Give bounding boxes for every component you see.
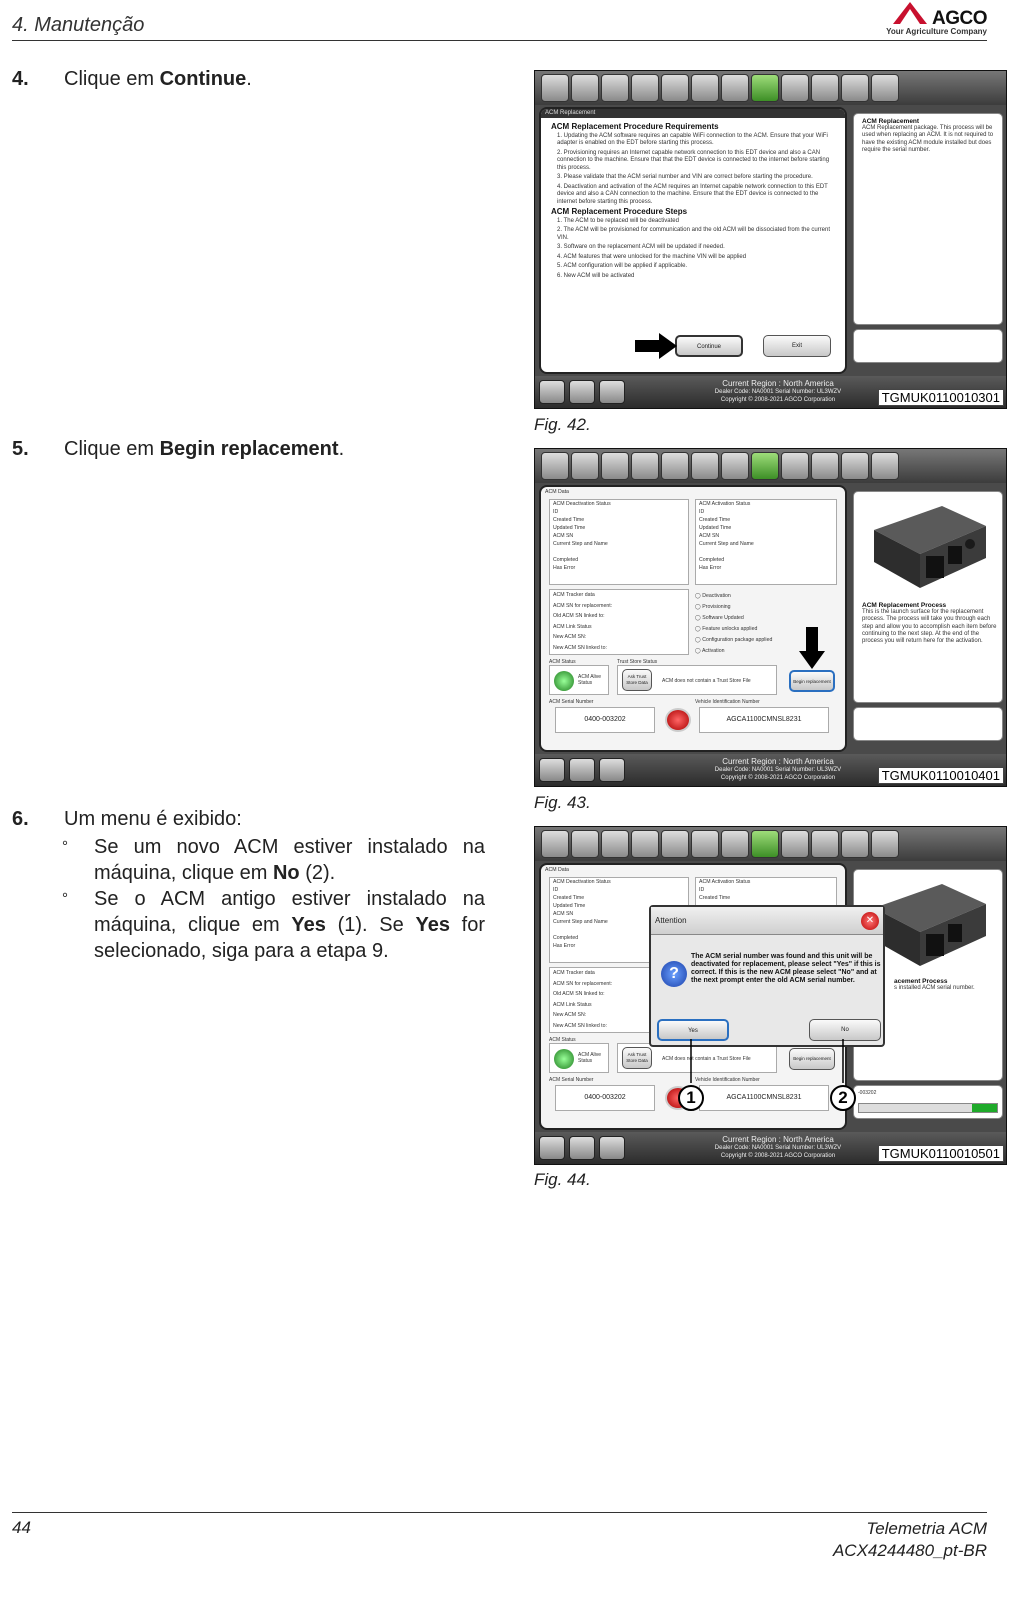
step-text-bold: Continue — [159, 68, 247, 90]
acm-device-image — [864, 500, 992, 592]
deactivation-row: ID — [553, 887, 559, 893]
progress-bullet-icon: ◯ — [695, 604, 701, 610]
trust-label: Trust Store Status — [617, 659, 658, 665]
ask-trust-button[interactable]: Ask Trust Store Data — [622, 669, 652, 691]
toolbar — [535, 71, 1006, 105]
trust-message: ACM does not contain a Trust Store File — [662, 678, 751, 684]
activation-row: ID — [699, 887, 705, 893]
no-button[interactable]: No — [809, 1019, 881, 1041]
progress-fill — [972, 1104, 997, 1112]
back-icon[interactable] — [601, 830, 629, 858]
alive-label: ACM Alive Status — [578, 674, 602, 686]
progress-label: Software Updated — [702, 615, 744, 621]
step-number: 6. — [12, 808, 29, 830]
forward-icon[interactable] — [631, 830, 659, 858]
side-body: This is the launch surface for the replacement process. The process will take you through each step and allow you to accomplish each item before continuing to the next step. At the end of the process you will return here for the activation. — [862, 609, 997, 645]
user-icon[interactable] — [661, 452, 689, 480]
alive-label: ACM Alive Status — [578, 1052, 602, 1064]
footer-right — [833, 1518, 987, 1562]
sub-text-d: for selecionado, siga para a etapa 9. — [94, 914, 485, 962]
deactivation-row: Updated Time — [553, 903, 586, 909]
continue-button[interactable]: Continue — [675, 335, 743, 357]
callout-lines — [685, 1037, 855, 1097]
warning-icon[interactable] — [841, 830, 869, 858]
vin-field[interactable]: AGCA1100CMNSL8231 — [699, 1085, 829, 1111]
download-icon[interactable] — [811, 830, 839, 858]
activation-title: ACM Activation Status — [699, 879, 751, 885]
vin-label: Vehicle Identification Number — [695, 1077, 760, 1083]
activation-row: Created Time — [699, 517, 731, 523]
step-text-suffix: . — [246, 68, 252, 90]
begin-replacement-button[interactable]: Begin replacement — [789, 1048, 835, 1070]
step-text-prefix: Clique em — [64, 438, 160, 460]
tracker-row: ACM Link Status — [553, 1001, 592, 1008]
doc-title: Telemetria ACM — [866, 1519, 987, 1538]
figure-caption: Fig. 42. — [534, 415, 591, 434]
figure-id: TGMUK0110010301 — [878, 389, 1004, 406]
tracker-row: ACM Link Status — [553, 623, 592, 630]
progress-bullet-icon: ◯ — [695, 615, 701, 621]
diagnostics-icon[interactable] — [691, 74, 719, 102]
acm-data-panel — [539, 485, 847, 752]
progress-bullet-icon: ◯ — [695, 648, 701, 654]
dealer-text: Dealer Code: NA0001 Serial Number: UL3WZV — [714, 1145, 842, 1151]
home-icon[interactable] — [541, 74, 569, 102]
progress-label: Provisioning — [702, 604, 731, 610]
activation-row: ACM SN — [699, 533, 720, 539]
help-icon[interactable] — [871, 452, 899, 480]
deactivation-row: Completed — [553, 557, 579, 563]
toolbar — [535, 449, 1006, 483]
step-text-prefix: Clique em — [64, 68, 160, 90]
dealer-text: Dealer Code: NA0001 Serial Number: UL3WZV — [714, 389, 842, 395]
flag-icon[interactable] — [569, 758, 595, 782]
tracker-row: New ACM SN: — [553, 1012, 587, 1018]
region-text: Current Region : North America — [722, 1135, 834, 1144]
procedure-step: 6. New ACM will be activated — [557, 272, 635, 279]
vin-label: Vehicle Identification Number — [695, 699, 760, 705]
acm-data-label: ACM Data — [545, 489, 569, 495]
deactivation-row: Has Error — [553, 565, 576, 571]
region-text: Current Region : North America — [722, 757, 834, 766]
step-text — [64, 66, 252, 92]
modules-icon[interactable] — [571, 452, 599, 480]
procedure-step: 1. The ACM to be replaced will be deactivated — [557, 217, 679, 224]
edit-icon[interactable] — [539, 380, 565, 404]
tractor-icon[interactable] — [721, 830, 749, 858]
deactivation-row: ID — [553, 509, 559, 515]
side-title: acement Process — [894, 978, 948, 985]
tractor-icon[interactable] — [721, 452, 749, 480]
tracker-row: Old ACM SN linked to: — [553, 613, 605, 619]
requirements — [541, 118, 845, 285]
edit-icon[interactable] — [539, 758, 565, 782]
sub-item-text — [94, 834, 485, 886]
activation-row: Current Step and Name — [699, 541, 754, 547]
begin-replacement-button[interactable]: Begin replacement — [789, 670, 835, 692]
alive-status-icon — [554, 671, 574, 691]
vin-field[interactable]: AGCA1100CMNSL8231 — [699, 707, 829, 733]
side-text — [862, 118, 998, 154]
exit-button[interactable]: Exit — [763, 335, 831, 357]
yes-button[interactable]: Yes — [657, 1019, 729, 1041]
callout-1: 1 — [678, 1085, 704, 1111]
checklist-icon[interactable] — [781, 830, 809, 858]
chapter-title: 4. Manutenção — [12, 14, 145, 36]
side-empty-box — [853, 707, 1003, 741]
back-icon[interactable] — [601, 452, 629, 480]
deactivation-spacer — [553, 548, 685, 556]
degree-bullet: ° — [62, 890, 68, 907]
tracker-title: ACM Tracker data — [553, 592, 595, 598]
agco-logo — [883, 2, 987, 38]
requirement-item: 1. Updating the ACM software requires an capable WiFi connection to the ACM. Ensure that your WiFi adapter is enabled on the EDT before starting this process. — [557, 132, 828, 146]
dealer-text: Dealer Code: NA0001 Serial Number: UL3WZV — [714, 767, 842, 773]
home-icon[interactable] — [541, 452, 569, 480]
sub-item-old-acm — [64, 886, 485, 964]
side-info — [853, 491, 1003, 703]
panel-strip: ACM Replacement — [541, 109, 845, 118]
activation-spacer — [699, 548, 833, 556]
step-number: 5. — [12, 438, 29, 460]
activation-row: Has Error — [699, 565, 722, 571]
progress-item — [695, 613, 837, 624]
region-info — [703, 757, 853, 782]
serial-label: ACM Serial Number — [549, 1077, 594, 1083]
step-number: 4. — [12, 68, 29, 90]
copyright-text: Copyright © 2008-2021 AGCO Corporation — [720, 1153, 836, 1159]
progress-bullet-icon: ◯ — [695, 593, 701, 599]
deactivation-title: ACM Deactivation Status — [553, 501, 611, 507]
flag-icon[interactable] — [569, 1136, 595, 1160]
logo-brand: AGCO — [932, 8, 987, 29]
tracker-row: Old ACM SN linked to: — [553, 991, 605, 997]
region-text: Current Region : North America — [722, 379, 834, 388]
wrench-icon[interactable] — [751, 830, 779, 858]
side-info — [853, 113, 1003, 325]
question-icon: ? — [661, 961, 687, 987]
tracker-row: New ACM SN: — [553, 634, 587, 640]
sub-text-c: (1). Se — [325, 914, 416, 936]
warning-icon[interactable] — [841, 74, 869, 102]
deactivation-box — [549, 499, 689, 585]
help-icon[interactable] — [871, 830, 899, 858]
deactivation-row: Completed — [553, 935, 579, 941]
sub-item-text — [94, 886, 485, 964]
side-serial-box — [853, 1085, 1003, 1119]
side-body: ACM Replacement package. This process will be used when replacing an ACM. It is not required to have the existing ACM module installed but does require the serial number. — [862, 125, 994, 153]
activation-box — [695, 499, 837, 585]
figure-44-screenshot — [534, 826, 1007, 1165]
sub-item-new-acm — [64, 834, 485, 886]
steps-title: ACM Replacement Procedure Steps — [551, 207, 688, 216]
tractor-icon[interactable] — [599, 758, 625, 782]
diagnostics-icon[interactable] — [691, 830, 719, 858]
serial-field[interactable]: 0400-003202 — [555, 707, 655, 733]
tracker-title: ACM Tracker data — [553, 970, 595, 976]
procedure-step: 4. ACM features that were unlocked for the machine VIN will be applied — [557, 253, 747, 260]
sub-text-bold: Yes — [291, 914, 326, 936]
arrow-down-icon — [799, 627, 825, 669]
home-icon[interactable] — [541, 830, 569, 858]
page-header — [12, 8, 987, 41]
doc-code: ACX4244480_pt-BR — [832, 1541, 987, 1560]
progress-item — [695, 591, 837, 602]
sub-text-a: Se o ACM antigo estiver instalado na máquina, clique em — [94, 888, 485, 936]
figure-id: TGMUK0110010401 — [878, 767, 1004, 784]
progress-label: Configuration package applied — [702, 637, 773, 643]
acm-status-label: ACM Status — [549, 659, 576, 665]
user-icon[interactable] — [661, 830, 689, 858]
side-text — [862, 602, 998, 645]
activation-row: ID — [699, 509, 705, 515]
ask-trust-button[interactable]: Ask Trust Store Data — [622, 1047, 652, 1069]
acm-data-label: ACM Data — [545, 867, 569, 873]
dialog-message: The ACM serial number was found and this unit will be deactivated for replacement, please select "Yes" if this is correct. If this is the new ACM please select "No" and at the next prompt enter the old ACM serial number. — [691, 953, 881, 984]
progress-label: Deactivation — [702, 593, 731, 599]
trust-message: ACM does not contain a Trust Store File — [662, 1056, 751, 1062]
callout-2: 2 — [830, 1085, 856, 1111]
tracker-row: ACM SN for replacement: — [553, 602, 613, 609]
deactivation-row: Has Error — [553, 943, 576, 949]
deactivation-row: Current Step and Name — [553, 919, 608, 925]
progress-bar — [858, 1103, 998, 1113]
wrench-icon[interactable] — [751, 452, 779, 480]
attention-dialog — [649, 905, 885, 1047]
acm-status-label: ACM Status — [549, 1037, 576, 1043]
forward-icon[interactable] — [631, 74, 659, 102]
side-title: ACM Replacement — [862, 118, 920, 125]
warning-icon[interactable] — [841, 452, 869, 480]
back-icon[interactable] — [601, 74, 629, 102]
deactivation-row: Current Step and Name — [553, 541, 608, 547]
modules-icon[interactable] — [571, 830, 599, 858]
sub-text-bold: No — [272, 862, 300, 884]
progress-bullet-icon: ◯ — [695, 626, 701, 632]
logo-tagline: Your Agriculture Company — [886, 27, 987, 36]
progress-bullet-icon: ◯ — [695, 637, 701, 643]
page-number: 44 — [12, 1518, 31, 1537]
requirement-item: 3. Please validate that the ACM serial number and VIN are correct before starting the procedure. — [557, 174, 813, 180]
download-icon[interactable] — [811, 74, 839, 102]
figure-caption: Fig. 44. — [534, 1170, 591, 1189]
tracker-row: ACM SN for replacement: — [553, 980, 613, 987]
checklist-icon[interactable] — [781, 452, 809, 480]
sub-text-a: Se um novo ACM estiver instalado na máquina, clique em — [94, 836, 485, 884]
help-icon[interactable] — [871, 74, 899, 102]
procedure-step: 3. Software on the replacement ACM will be updated if needed. — [557, 244, 725, 250]
step-text: Um menu é exibido: — [64, 808, 242, 830]
degree-bullet: ° — [62, 838, 68, 855]
progress-item — [695, 602, 837, 613]
wrench-icon[interactable] — [751, 74, 779, 102]
deactivation-row: Created Time — [553, 517, 585, 523]
figure-id: TGMUK0110010501 — [878, 1145, 1004, 1162]
arrow-right-icon — [635, 333, 677, 359]
replacement-panel — [539, 107, 847, 374]
activation-title: ACM Activation Status — [699, 501, 751, 507]
checklist-icon[interactable] — [781, 74, 809, 102]
side-text — [894, 978, 1003, 992]
figure-42-screenshot — [534, 70, 1007, 409]
activation-row: Completed — [699, 557, 725, 563]
tracker-row: New ACM SN linked to: — [553, 1022, 607, 1029]
step-text-bold: Begin replacement — [159, 438, 339, 460]
deactivation-row: ACM SN — [553, 533, 574, 539]
close-icon[interactable]: ✕ — [861, 912, 879, 930]
diagnostics-icon[interactable] — [691, 452, 719, 480]
copyright-text: Copyright © 2008-2021 AGCO Corporation — [720, 397, 836, 403]
modules-icon[interactable] — [571, 74, 599, 102]
alive-box — [549, 1043, 609, 1073]
region-info — [703, 379, 853, 404]
forward-icon[interactable] — [631, 452, 659, 480]
agco-triangle-icon — [893, 2, 927, 24]
serial-field[interactable]: 0400-003202 — [555, 1085, 655, 1111]
serial-label: ACM Serial Number — [549, 699, 594, 705]
progress-label: Activation — [701, 648, 725, 654]
dialog-title: Attention — [651, 907, 883, 935]
requirement-item: 4. Deactivation and activation of the ACM requires an Internet capable network connection to this EDT device and also a CAN connection to the machine. Ensure that the EDT device is connected to the internet before starting this process. — [557, 183, 828, 205]
progress-label: Feature unlocks applied — [702, 626, 758, 632]
figure-caption: Fig. 43. — [534, 793, 591, 812]
side-body: s installed ACM serial number. — [894, 985, 975, 992]
tractor-icon[interactable] — [721, 74, 749, 102]
step-text — [64, 436, 344, 462]
figure-43-screenshot — [534, 448, 1007, 787]
requirements-title: ACM Replacement Procedure Requirements — [551, 122, 719, 131]
copyright-text: Copyright © 2008-2021 AGCO Corporation — [720, 775, 836, 781]
download-icon[interactable] — [811, 452, 839, 480]
deactivation-row: ACM SN — [553, 911, 574, 917]
sub-text-bold-2: Yes — [415, 914, 450, 936]
side-title: ACM Replacement Process — [862, 602, 947, 609]
deactivation-title: ACM Deactivation Status — [553, 879, 611, 885]
deactivation-row: Updated Time — [553, 525, 586, 531]
tractor-icon[interactable] — [599, 380, 625, 404]
alive-status-icon — [554, 1049, 574, 1069]
flag-icon[interactable] — [569, 380, 595, 404]
deactivation-row: Created Time — [553, 895, 585, 901]
tractor-icon[interactable] — [599, 1136, 625, 1160]
side-empty-box — [853, 329, 1003, 363]
user-icon[interactable] — [661, 74, 689, 102]
activation-row: Created Time — [699, 895, 731, 901]
procedure-step: 2. The ACM will be provisioned for communication and the old ACM will be dissociated from the current VIN. — [557, 227, 831, 241]
sub-text-c: (2). — [299, 862, 336, 884]
side-serial: -003202 — [858, 1090, 877, 1096]
edit-icon[interactable] — [539, 1136, 565, 1160]
tracker-box — [549, 589, 689, 655]
page-footer — [12, 1512, 987, 1560]
cancel-icon[interactable] — [665, 708, 691, 732]
tracker-row: New ACM SN linked to: — [553, 644, 607, 651]
alive-box — [549, 665, 609, 695]
activation-row: Updated Time — [699, 525, 732, 531]
procedure-step: 5. ACM configuration will be applied if applicable. — [557, 263, 688, 269]
requirement-item: 2. Provisioning requires an Internet capable network connection to this EDT device and also a CAN connection to the machine. Ensure that that the EDT device is connected to the internet before starting this process. — [557, 149, 830, 171]
trust-box — [617, 665, 777, 695]
step-text-suffix: . — [338, 438, 345, 460]
region-info — [703, 1135, 853, 1160]
toolbar — [535, 827, 1006, 861]
